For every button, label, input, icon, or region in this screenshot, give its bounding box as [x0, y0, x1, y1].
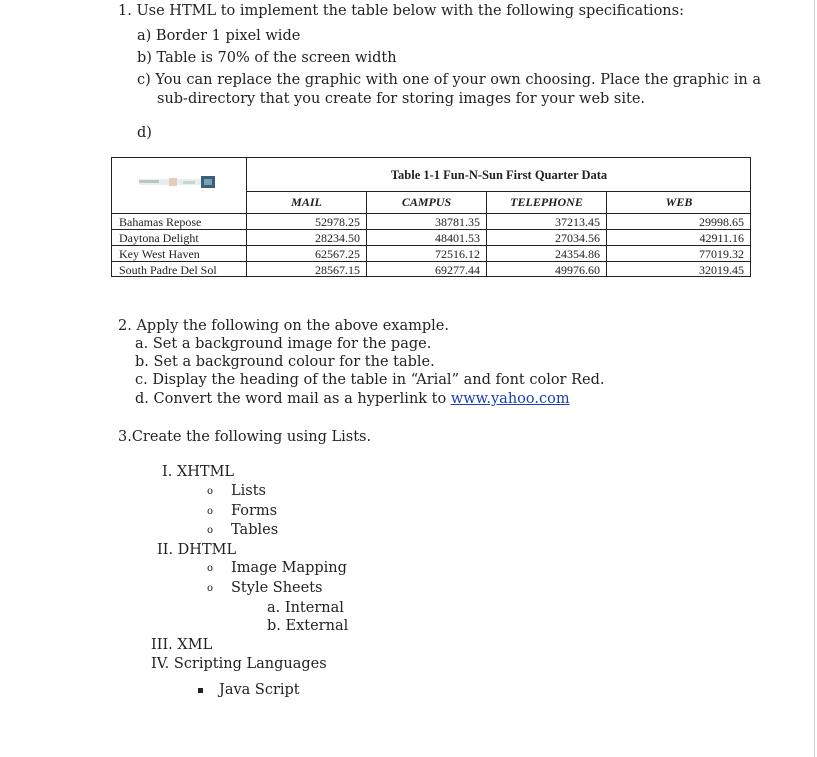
list-item-java-script: Java Script [219, 682, 300, 698]
circle-bullet-icon: o [207, 563, 214, 574]
table-graphic-image [139, 176, 215, 188]
q1-item-c: c) You can replace the graphic with one of your own choosing. Place the graphic in a [137, 72, 761, 88]
table-cell: 77019.32 [699, 247, 744, 261]
table-cell: 42911.16 [699, 231, 744, 245]
table-cell: 38781.35 [435, 215, 480, 229]
table-cell: 32019.45 [699, 263, 744, 277]
row-name-daytona: Daytona Delight [119, 231, 199, 245]
list-item-forms: Forms [231, 503, 278, 519]
circle-bullet-icon: o [207, 525, 214, 536]
table-cell: 29998.65 [699, 215, 744, 229]
square-bullet-icon [198, 688, 203, 693]
header-telephone: TELEPHONE [510, 195, 583, 209]
yahoo-link[interactable]: www.yahoo.com [450, 391, 570, 407]
roman-item-dhtml: II. DHTML [157, 542, 237, 558]
roman-item-xhtml: I. XHTML [162, 464, 235, 480]
table-cell: 49976.60 [555, 263, 600, 277]
list-item-lists: Lists [231, 483, 266, 499]
header-web: WEB [665, 195, 693, 209]
table-cell: 52978.25 [315, 215, 360, 229]
table-cell: 28567.15 [315, 263, 360, 277]
row-name-bahamas: Bahamas Repose [119, 215, 202, 229]
circle-bullet-icon: o [207, 583, 214, 594]
row-name-key-west: Key West Haven [119, 247, 200, 261]
q2-item-a: a. Set a background image for the page. [135, 336, 432, 352]
list-item-tables: Tables [231, 522, 279, 538]
list-item-image-mapping: Image Mapping [231, 560, 347, 576]
q2-heading: 2. Apply the following on the above example. [118, 318, 449, 334]
q1-item-d: d) [137, 125, 152, 141]
q3-heading: 3.Create the following using Lists. [118, 429, 372, 445]
q2-item-d-text: d. Convert the word mail as a hyperlink to [135, 391, 447, 407]
roman-item-xml: III. XML [151, 637, 213, 653]
table-cell: 28234.50 [315, 231, 360, 245]
circle-bullet-icon: o [207, 486, 214, 497]
page-edge [814, 0, 815, 757]
table-cell: 48401.53 [435, 231, 480, 245]
table-cell: 37213.45 [555, 215, 600, 229]
fun-n-sun-table [111, 157, 751, 277]
q2-item-b: b. Set a background colour for the table. [135, 354, 435, 370]
roman-item-scripting: IV. Scripting Languages [151, 656, 327, 672]
row-name-south-padre: South Padre Del Sol [119, 263, 217, 277]
q1-item-b: b) Table is 70% of the screen width [137, 50, 397, 66]
header-mail: MAIL [291, 195, 322, 209]
q1-item-c-cont: sub-directory that you create for storing images for your web site. [157, 91, 646, 107]
header-campus: CAMPUS [401, 195, 452, 209]
list-item-external: b. External [267, 618, 349, 634]
table-cell: 69277.44 [435, 263, 480, 277]
list-item-internal: a. Internal [267, 600, 344, 616]
table-cell: 62567.25 [315, 247, 360, 261]
q2-item-d [135, 390, 570, 408]
q1-heading: 1. Use HTML to implement the table below with the following specifications: [118, 3, 684, 19]
list-item-style-sheets: Style Sheets [231, 580, 323, 596]
circle-bullet-icon: o [207, 506, 214, 517]
table-caption: Table 1-1 Fun-N-Sun First Quarter Data [390, 168, 608, 182]
q2-item-c: c. Display the heading of the table in “Arial” and font color Red. [135, 372, 605, 388]
q1-item-a: a) Border 1 pixel wide [137, 28, 301, 44]
table-cell: 24354.86 [555, 247, 600, 261]
table-cell: 27034.56 [555, 231, 600, 245]
table-cell: 72516.12 [435, 247, 480, 261]
